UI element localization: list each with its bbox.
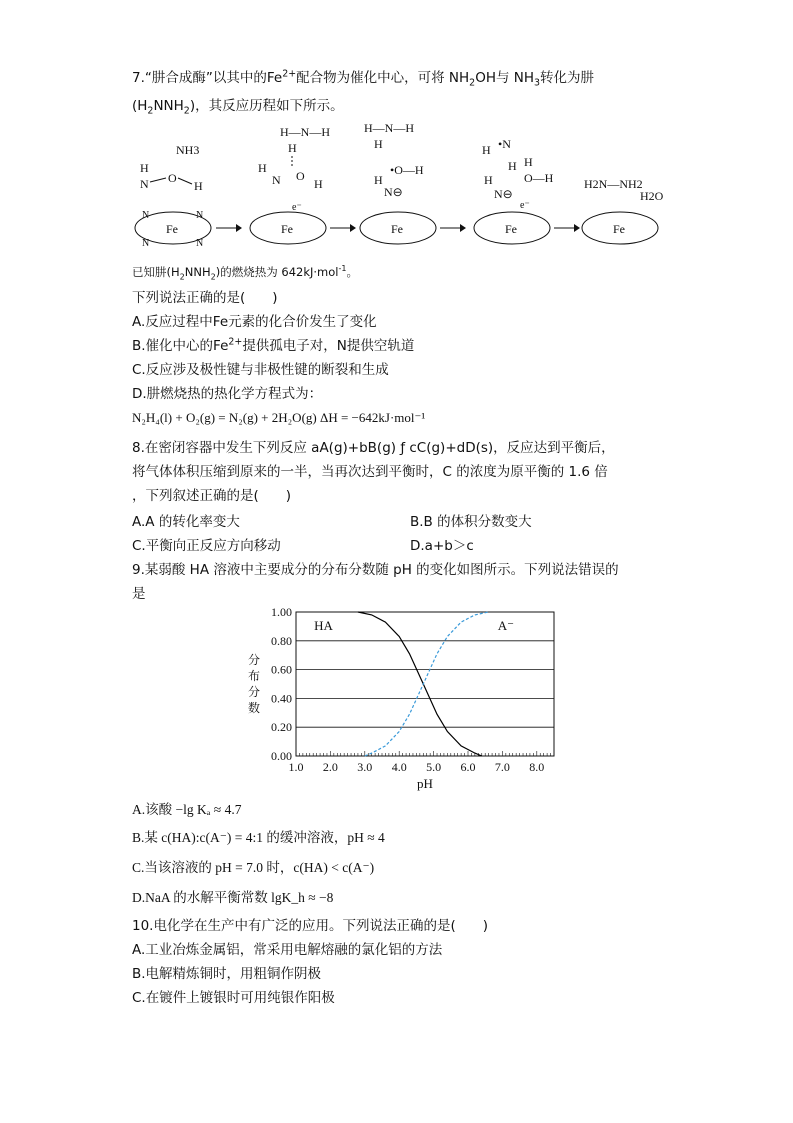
stage1-fe: Fe xyxy=(166,222,178,236)
q8-option-d: D.a+b＞c xyxy=(410,538,474,554)
x-tick-label: 5.0 xyxy=(426,760,442,774)
stage2-electron: e⁻ xyxy=(292,202,302,213)
svg-text:H: H xyxy=(374,173,383,187)
q7-option-a: A.反应过程中Fe元素的化合价发生了变化 xyxy=(132,314,377,330)
stage4-electron: e⁻ xyxy=(520,200,530,211)
svg-text:N: N xyxy=(142,210,150,221)
q10-option-c: C.在镀件上镀银时可用纯银作阳极 xyxy=(132,990,335,1006)
x-tick-label: 8.0 xyxy=(529,760,545,774)
q7-option-d: D.肼燃烧热的热化学方程式为： xyxy=(132,386,323,402)
q10-option-a: A.工业冶炼金属铝，常采用电解熔融的氯化铝的方法 xyxy=(132,942,443,958)
q8-option-a: A.A 的转化率变大 xyxy=(132,514,240,530)
q7-stem-line1: 7.“肼合成酶”以其中的$Fe^{2+}$配合物为催化中心，可将 $NH_2OH$与 $NH_3$转化为肼 xyxy=(132,68,595,89)
svg-text:N⊖: N⊖ xyxy=(384,185,403,199)
q7-stem-line2: $(H_2NNH_2)$，其反应历程如下所示。 xyxy=(132,98,344,117)
y-tick-label: 0.80 xyxy=(271,633,292,648)
svg-text:N⊖: N⊖ xyxy=(494,187,513,201)
q9-option-a: A.该酸 −lg Kₐ ≈ 4.7 xyxy=(132,802,242,817)
svg-text:N: N xyxy=(142,238,150,249)
svg-text:O—H: O—H xyxy=(524,171,554,185)
svg-text:•N: •N xyxy=(498,137,511,151)
scheme-stage-3 xyxy=(360,121,436,244)
y-axis-label-char: 数 xyxy=(247,701,261,715)
svg-text:O: O xyxy=(296,169,305,183)
plot-frame xyxy=(296,612,554,756)
series-label: HA xyxy=(314,618,333,633)
svg-text:H—N—H: H—N—H xyxy=(364,121,414,135)
distribution-fraction-chart xyxy=(240,600,570,796)
q7-option-b: B.催化中心的$Fe^{2+}$提供孤电子对，N提供空轨道 xyxy=(132,336,415,354)
x-tick-label: 4.0 xyxy=(391,760,407,774)
reaction-mechanism-scheme xyxy=(128,118,668,258)
stage3-hydroxyl: •O—H xyxy=(390,163,424,177)
svg-text:H: H xyxy=(482,143,491,157)
q8-option-b: B.B 的体积分数变大 xyxy=(410,514,532,530)
q7-note: 已知肼$(H_2NNH_2)$的燃烧热为 642kJ·mol$^{-1}$。 xyxy=(132,264,359,282)
q10-option-b: B.电解精炼铜时，用粗铜作阴极 xyxy=(132,966,322,982)
scheme-stage-5 xyxy=(582,177,664,244)
y-tick-label: 0.00 xyxy=(271,749,292,763)
svg-text:H: H xyxy=(508,159,517,173)
q7-option-c: C.反应涉及极性键与非极性键的断裂和生成 xyxy=(132,362,389,378)
x-tick-label: 6.0 xyxy=(460,760,476,774)
scheme-stage-4 xyxy=(474,137,554,244)
y-tick-label: 0.40 xyxy=(271,691,292,706)
stage3-fe: Fe xyxy=(391,222,403,236)
y-tick-label: 1.00 xyxy=(271,605,292,619)
svg-text:H: H xyxy=(314,177,323,191)
stage1-o: O xyxy=(168,171,177,185)
svg-text:H: H xyxy=(288,141,297,155)
q9-stem-line1: 9.某弱酸 HA 溶液中主要成分的分布分数随 pH 的变化如图所示。下列说法错误的 xyxy=(132,562,619,578)
y-tick-label: 0.60 xyxy=(271,662,292,677)
stage1-nh3-label: NH3 xyxy=(176,143,200,157)
stage1-h2: H xyxy=(194,179,203,193)
q8-stem-line1: 8.在密闭容器中发生下列反应 aA(g)+bB(g) ƒ cC(g)+dD(s)，反应达到平衡后， xyxy=(132,440,615,456)
q9-option-c: C.当该溶液的 pH = 7.0 时，c(HA) < c(A⁻) xyxy=(132,860,375,875)
stage1-n: N xyxy=(140,177,149,191)
series-line-a-minus xyxy=(365,612,489,756)
stage1-h: H xyxy=(140,161,149,175)
x-tick-label: 2.0 xyxy=(322,760,338,774)
scheme-stage-1 xyxy=(135,143,211,249)
x-tick-label: 3.0 xyxy=(357,760,373,774)
q8-option-c: C.平衡向正反应方向移动 xyxy=(132,538,281,554)
stage5-fe: Fe xyxy=(613,222,625,236)
y-axis-label-char: 分 xyxy=(247,653,261,667)
q7-question: 下列说法正确的是( ) xyxy=(132,290,278,306)
svg-text:H: H xyxy=(374,137,383,151)
svg-text:H: H xyxy=(258,161,267,175)
svg-text:H: H xyxy=(524,155,533,169)
q10-stem: 10.电化学在生产中有广泛的应用。下列说法正确的是( ) xyxy=(132,918,489,934)
y-axis-label-char: 布 xyxy=(247,669,261,683)
stage5-hydrazine: H2N—NH2 xyxy=(584,177,643,191)
q9-option-d: D.NaA 的水解平衡常数 lgK_h ≈ −8 xyxy=(132,890,334,905)
svg-text:N: N xyxy=(272,173,281,187)
x-tick-label: 1.0 xyxy=(288,760,304,774)
series-label: A⁻ xyxy=(497,618,514,633)
stage4-fe: Fe xyxy=(505,222,517,236)
q8-stem-line2: 将气体体积压缩到原来的一半，当再次达到平衡时，C 的浓度为原平衡的 1.6 倍 xyxy=(132,464,608,480)
svg-text:N: N xyxy=(196,210,204,221)
x-tick-label: 7.0 xyxy=(494,760,510,774)
q9-stem-line2: 是 xyxy=(132,586,146,602)
svg-text:H: H xyxy=(484,173,493,187)
stage2-fe: Fe xyxy=(281,222,293,236)
q7-thermo-equation: N₂H₄(l) + O₂(g) = N₂(g) + 2H₂O(g) ΔH = −642kJ·mol⁻¹ xyxy=(132,410,426,425)
q9-option-b: B.某 c(HA):c(A⁻) = 4:1 的缓冲溶液，pH ≈ 4 xyxy=(132,830,385,845)
y-axis-label-char: 分 xyxy=(247,685,261,699)
x-axis-label: pH xyxy=(417,776,433,791)
stage5-water: H2O xyxy=(640,189,664,203)
series-line-ha xyxy=(358,612,482,756)
svg-text:N: N xyxy=(196,238,204,249)
scheme-stage-2 xyxy=(250,125,330,244)
q8-stem-line3: ，下列叙述正确的是( ) xyxy=(132,488,292,504)
svg-text:H—N—H: H—N—H xyxy=(280,125,330,139)
y-tick-label: 0.20 xyxy=(271,720,292,735)
